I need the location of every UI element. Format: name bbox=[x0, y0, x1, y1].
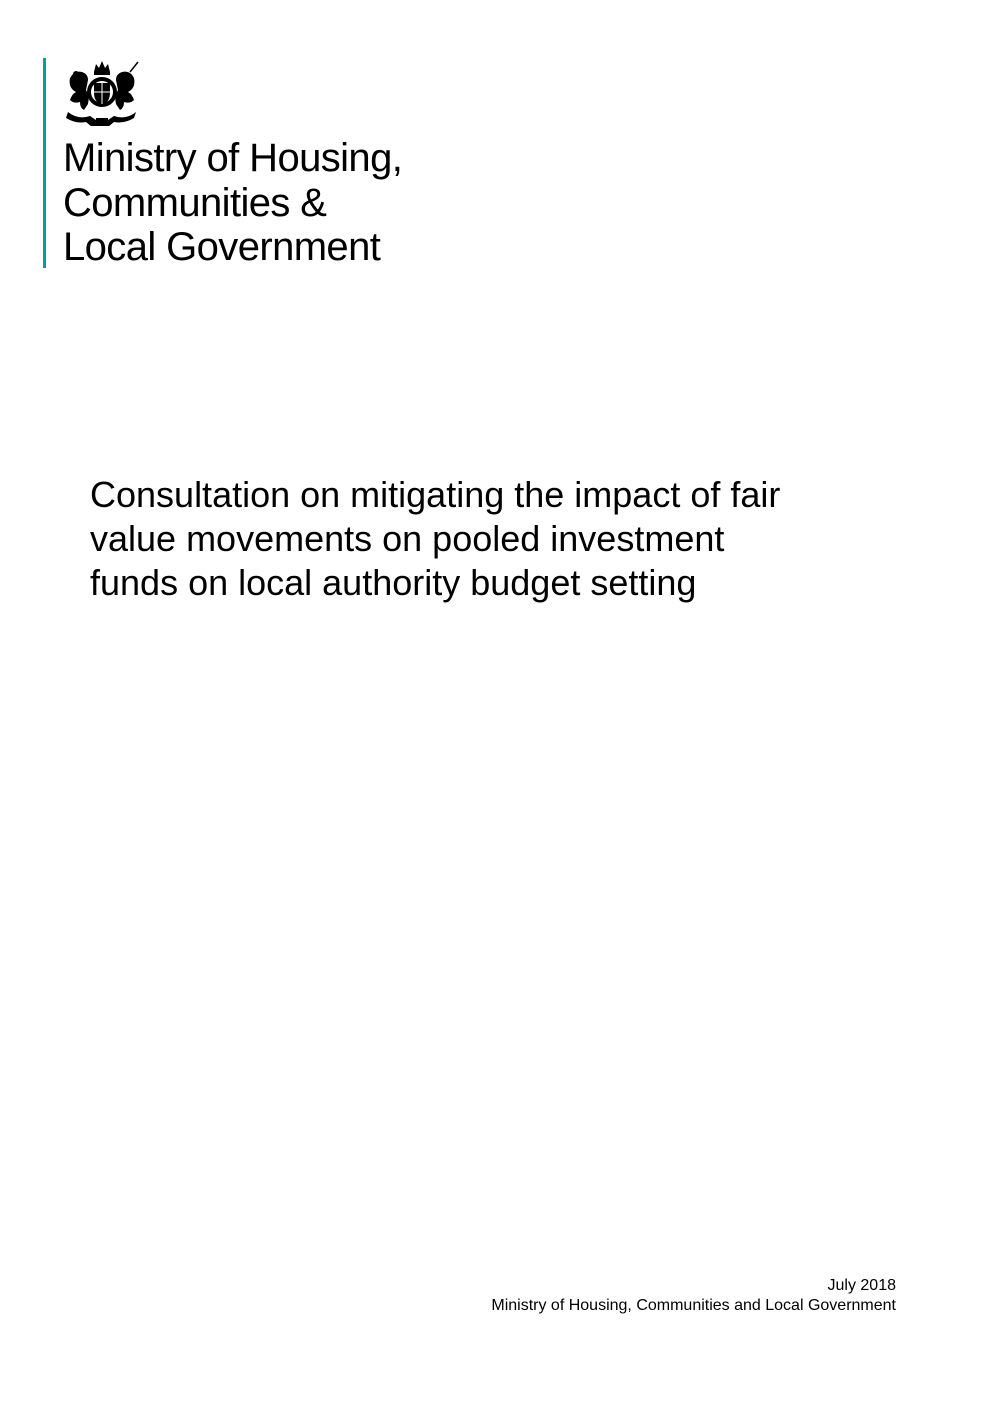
title-line-3: funds on local authority budget setting bbox=[90, 562, 697, 603]
document-title bbox=[90, 473, 890, 605]
publisher-name: Ministry of Housing, Communities and Local Government bbox=[491, 1297, 896, 1314]
department-name-line-1: Ministry of Housing, bbox=[63, 136, 403, 180]
title-line-1: Consultation on mitigating the impact of fair bbox=[90, 474, 781, 515]
department-logo bbox=[43, 58, 483, 268]
department-name-line-3: Local Government bbox=[63, 225, 381, 269]
title-line-2: value movements on pooled investment bbox=[90, 518, 725, 559]
department-name bbox=[63, 136, 402, 270]
royal-coat-of-arms-icon bbox=[62, 58, 142, 126]
publication-date: July 2018 bbox=[827, 1277, 896, 1294]
logo-accent-bar bbox=[43, 58, 46, 268]
publication-footer bbox=[491, 1276, 896, 1316]
department-name-line-2: Communities & bbox=[63, 180, 327, 225]
